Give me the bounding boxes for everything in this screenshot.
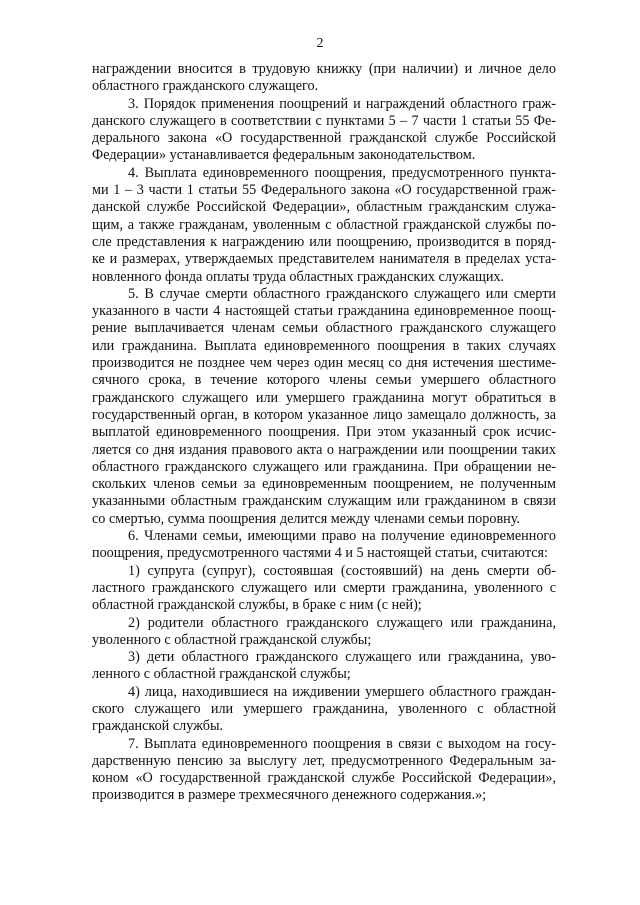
- text-line: 1) супруга (супруг), состоявшая (состоявший) на день смерти об-: [128, 562, 556, 579]
- text-line: ляется со дня издания правового акта о награждении или поощрении таких: [92, 441, 556, 458]
- text-line: щим, а также гражданам, уволенным с областной гражданской службы по-: [92, 216, 556, 233]
- text-line: скольких членов семьи за единовременным поощрением, не полученным: [92, 476, 556, 493]
- text-line: государственный орган, в котором указанное лицо замещало должность, за: [92, 406, 556, 423]
- text-line: данского служащего в соответствии с пунктами 5 – 7 части 1 статьи 55 Фе-: [92, 112, 556, 129]
- text-line: сле представления к награждению или поощрению, производится в поряд-: [92, 233, 556, 250]
- text-line: указанными областным гражданским служащим или гражданином в связи: [92, 493, 556, 510]
- text-line: производится в размере трехмесячного денежного содержания.»;: [92, 787, 487, 804]
- text-line: или гражданина. Выплата единовременного поощрения в таких случаях: [92, 337, 556, 354]
- text-line: областного гражданского служащего.: [92, 78, 319, 95]
- text-line: Федерации» устанавливается федеральным законодательством.: [92, 147, 476, 164]
- text-line: со смертью, сумма поощрения делится между членами семьи поровну.: [92, 510, 520, 527]
- text-line: областной гражданской службы, в браке с ним (с ней);: [92, 597, 422, 614]
- document-body: [92, 61, 556, 805]
- text-line: ского служащего или умершего гражданина, уволенного с областной: [92, 700, 556, 717]
- page-number: 2: [316, 36, 324, 51]
- text-line: 4) лица, находившиеся на иждивении умершего областного граждан-: [128, 683, 556, 700]
- text-line: награждении вносится в трудовую книжку (при наличии) и личное дело: [92, 61, 556, 77]
- text-line: дарственную пенсию за выслугу лет, предусмотренного Федеральным за-: [92, 752, 556, 769]
- text-line: сячного срока, в течение которого члены семьи умершего областного: [92, 372, 556, 389]
- text-line: дерального закона «О государственной гражданской службе Российской: [92, 130, 556, 147]
- text-line: гражданской службы.: [92, 718, 224, 735]
- text-line: данской службе Российской Федерации», областным гражданским служа-: [92, 199, 556, 216]
- text-line: гражданского служащего или умершего гражданина могут обратиться в: [92, 389, 556, 406]
- text-line: производится не позднее чем через один месяц со дня истечения шестиме-: [92, 355, 556, 372]
- text-line: указанного в части 4 настоящей статьи гражданина единовременное поощ-: [92, 303, 556, 320]
- text-line: ленного с областной гражданской службы;: [92, 666, 351, 683]
- text-line: 3) дети областного гражданского служащего или гражданина, уво-: [128, 649, 556, 666]
- text-line: 5. В случае смерти областного гражданского служащего или смерти: [128, 285, 556, 302]
- text-line: уволенного с областной гражданской службы;: [92, 631, 372, 648]
- text-line: 4. Выплата единовременного поощрения, предусмотренного пункта-: [128, 164, 556, 181]
- text-line: ми 1 – 3 части 1 статьи 55 Федерального закона «О государственной граж-: [92, 182, 556, 199]
- text-line: 7. Выплата единовременного поощрения в связи с выходом на госу-: [128, 735, 556, 752]
- text-line: коном «О государственной гражданской службе Российской Федерации»,: [92, 770, 556, 787]
- text-line: 6. Членами семьи, имеющими право на получение единовременного: [128, 528, 556, 545]
- text-line: ластного гражданского служащего или смерти гражданина, уволенного с: [92, 579, 556, 596]
- text-line: 2) родители областного гражданского служащего или гражданина,: [128, 614, 556, 631]
- text-line: 3. Порядок применения поощрений и награждений областного граж-: [128, 95, 556, 112]
- text-line: выплатой единовременного поощрения. При этом указанный срок исчис-: [92, 424, 556, 441]
- text-line: рение выплачивается членам семьи областного гражданского служащего: [92, 320, 556, 337]
- text-line: поощрения, предусмотренного частями 4 и 5 настоящей статьи, считаются:: [92, 545, 548, 562]
- text-line: ке и размерах, утверждаемых представителем нанимателя в пределах уста-: [92, 251, 556, 268]
- text-line: областного гражданского служащего или гражданина. При обращении не-: [92, 458, 556, 475]
- text-line: новленного фонда оплаты труда областных гражданских служащих.: [92, 268, 505, 285]
